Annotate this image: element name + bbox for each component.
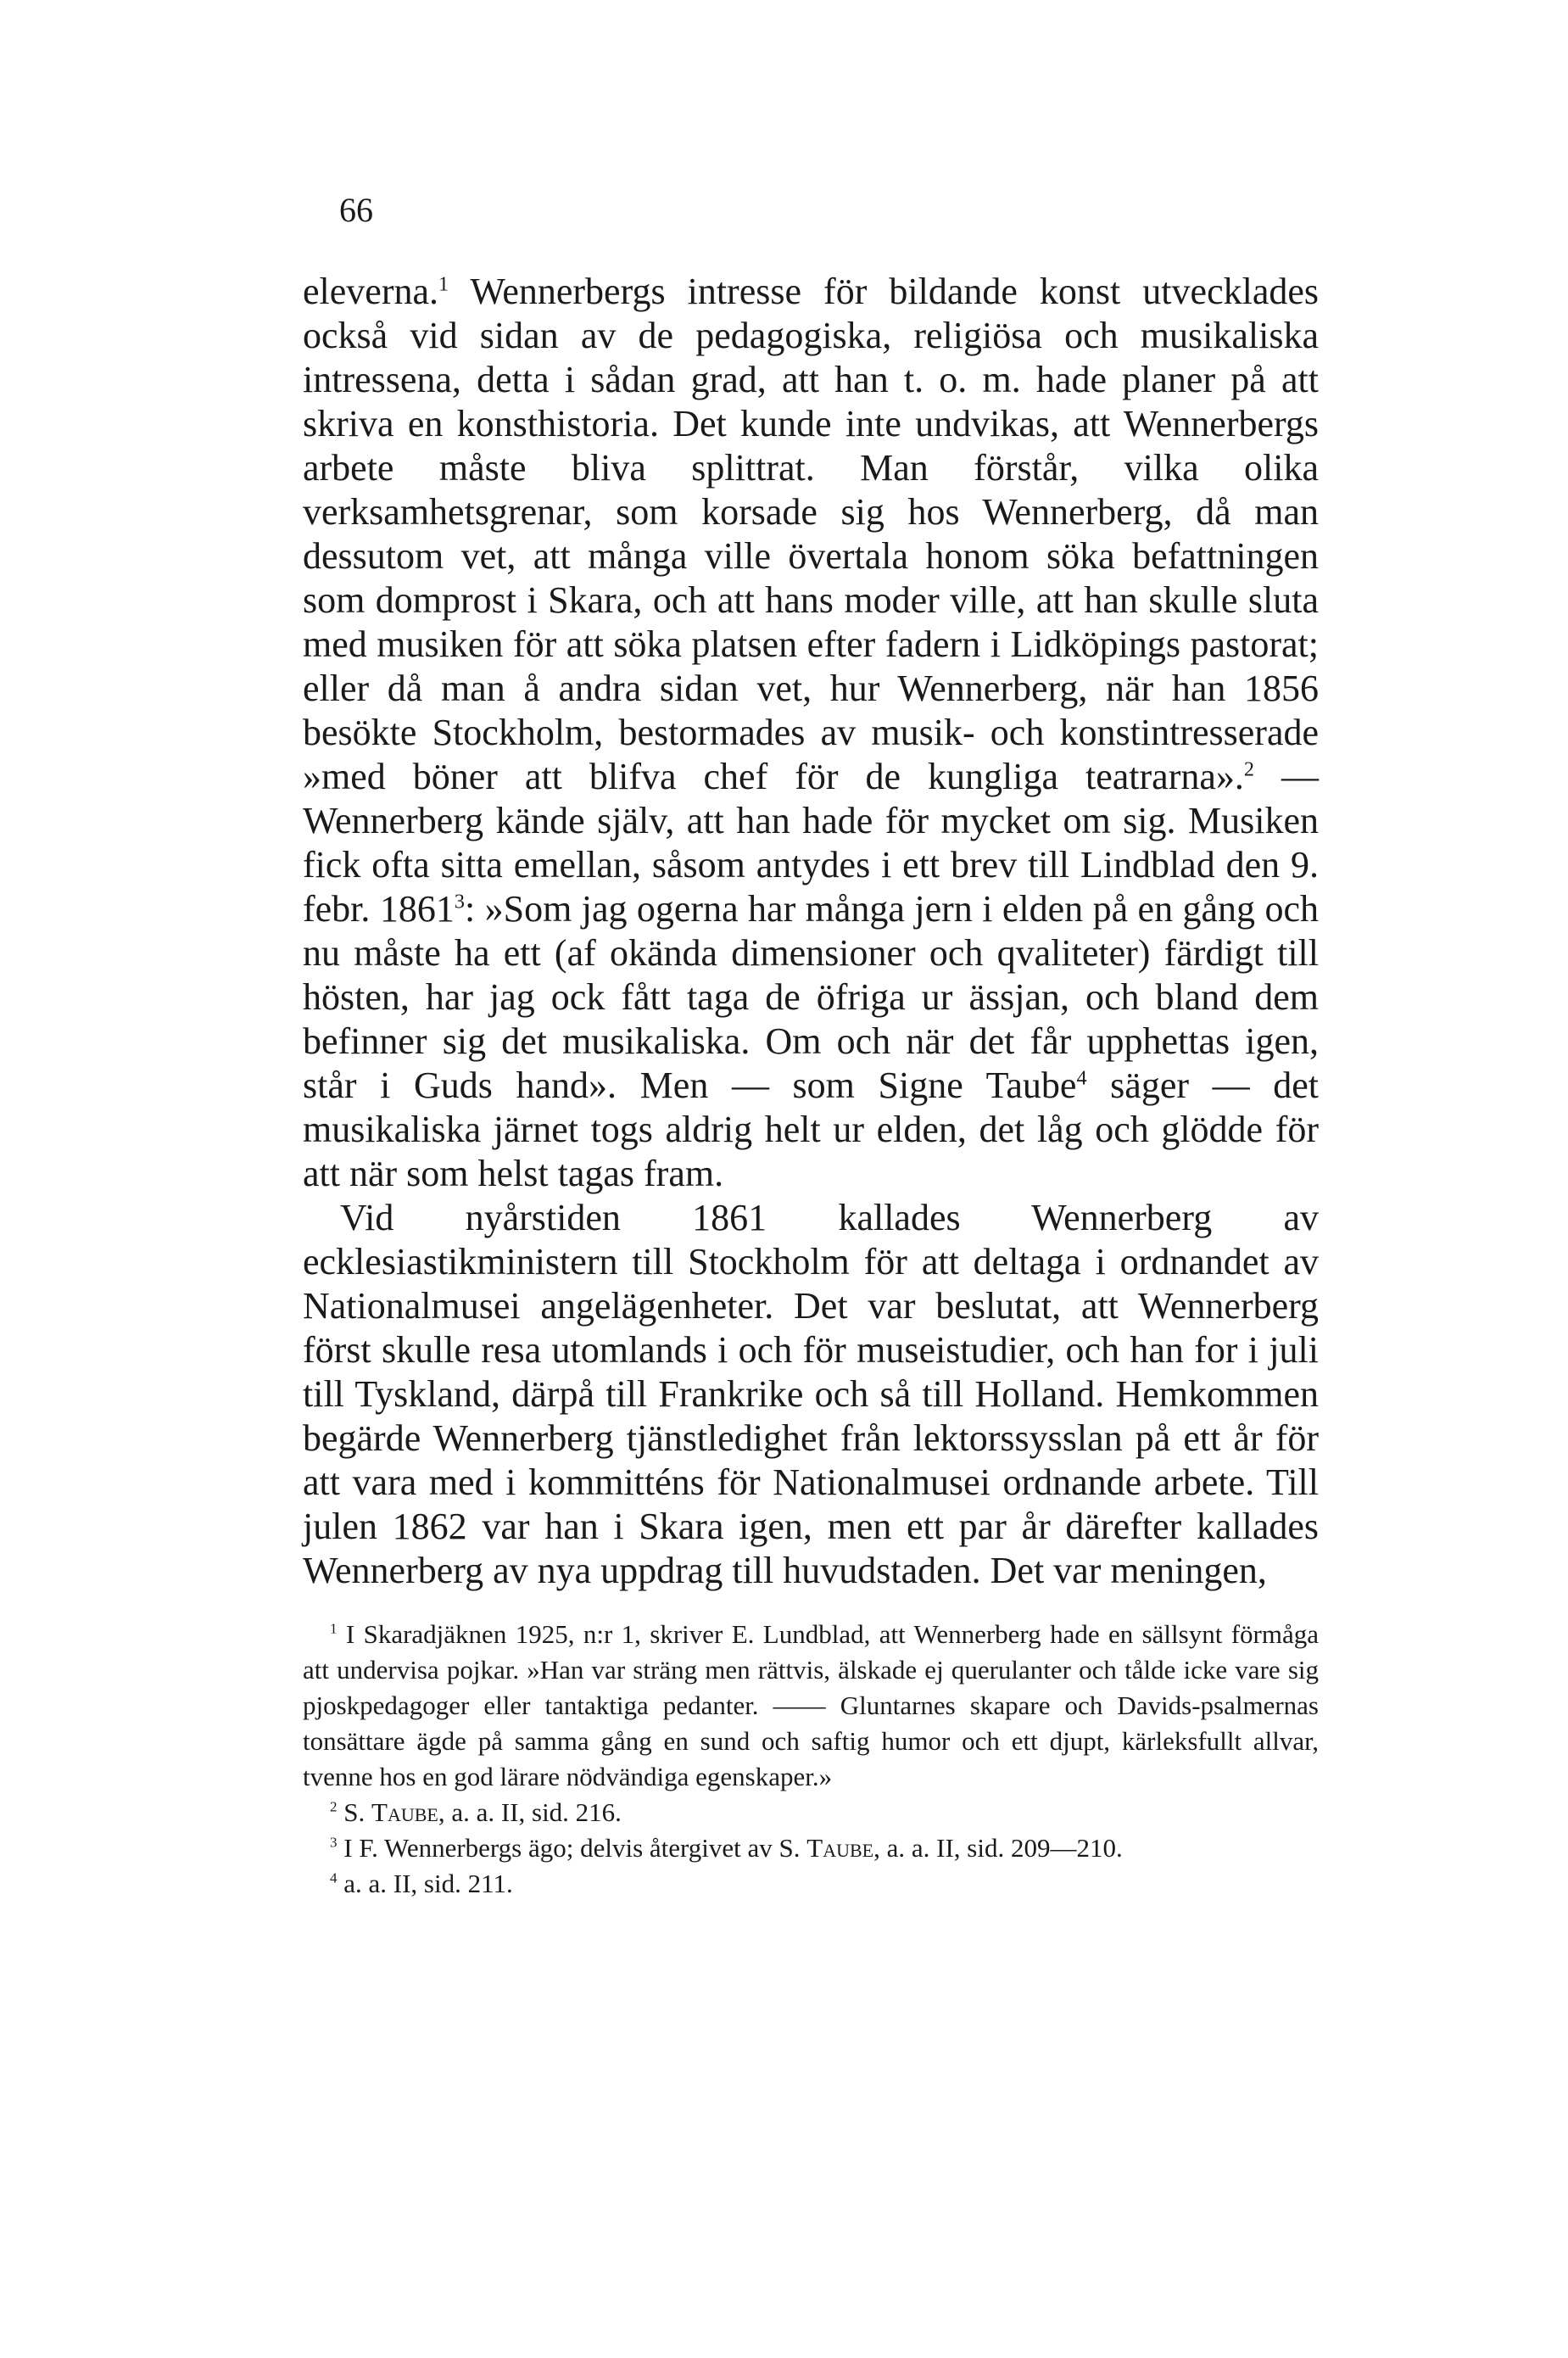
footnote-3 <box>303 1830 1319 1866</box>
footnote-ref-1: 1 <box>438 272 449 296</box>
paragraph-1 <box>303 270 1319 1196</box>
body-text <box>303 270 1319 1593</box>
footnote-text: , a. a. II, sid. 209—210. <box>873 1833 1123 1863</box>
text-run: Wennerbergs intresse för bildande konst utvecklades också vid sidan av de pedagogiska, religiösa och musikaliska intressena, detta i sådan grad, att han t. o. m. hade planer på att skriva en konsthistoria. Det kunde inte undvikas, att Wennerbergs arbete måste bliva splittrat. Man förstår, vilka olika verksamhetsgrenar, som korsade sig hos Wennerberg, då man dessutom vet, att många ville övertala honom söka befattningen som domprost i Skara, och att hans moder ville, att han skulle sluta med musiken för att söka platsen efter fadern i Lidköpings pastorat; eller då man å andra sidan vet, hur Wennerberg, när han 1856 besökte Stockholm, bestormades av musik- och konstintresserade »med böner att blifva chef för de kungliga teatrarna». <box>303 271 1319 797</box>
footnote-ref-4: 4 <box>1076 1066 1087 1090</box>
text-run: Vid nyårstiden 1861 kallades Wennerberg av ecklesiastikministern till Stockholm för att deltaga i ordnandet av Nationalmusei angelägenheter. Det var beslutat, att Wennerberg först skulle resa utomlands i och för museistudier, och han for i juli till Tyskland, därpå till Frankrike och så till Holland. Hemkommen begärde Wennerberg tjänstledighet från lektorssysslan på ett år för att vara med i kommitténs för Nationalmusei ordnande arbete. Till julen 1862 var han i Skara igen, men ett par år därefter kallades Wennerberg av nya uppdrag till huvudstaden. Det var meningen, <box>303 1197 1319 1591</box>
text-run: : »Som jag ogerna har många jern i elden på en gång och nu måste ha ett (af okända dimensioner och qvaliteter) färdigt till hösten, har jag ock fått taga de öfriga ur ässjan, och bland dem befinner sig det musikaliska. Om och när det får upphettas igen, står i Guds hand». Men — som Signe Taube <box>303 888 1319 1106</box>
footnote-marker: 3 <box>330 1834 338 1851</box>
footnote-marker: 1 <box>330 1620 338 1637</box>
page-number: 66 <box>339 191 373 229</box>
footnote-marker: 2 <box>330 1798 338 1815</box>
text-run: — Wennerberg kände själv, att han hade för mycket om sig. Musiken fick ofta sitta emellan, såsom antydes i ett brev till Lindblad den 9. febr. 1861 <box>303 756 1319 930</box>
footnote-text: I Skaradjäknen 1925, n:r 1, skriver E. Lundblad, att Wennerberg hade en sällsynt förmåga att undervisa pojkar. »Han var sträng men rättvis, älskade ej querulanter och tålde icke vare sig pjoskpedagoger eller tantaktiga pedanter. —— Gluntarnes skapare och Davids-psalmernas tonsättare ägde på samma gång en sund och saftig humor och ett djupt, kärleksfullt allvar, tvenne hos en god lärare nödvändiga egenskaper.» <box>303 1619 1319 1791</box>
footnote-ref-2: 2 <box>1243 757 1254 781</box>
footnote-text: I F. Wennerbergs ägo; delvis återgivet av S. <box>337 1833 807 1863</box>
footnote-marker: 4 <box>330 1869 338 1886</box>
footnotes <box>303 1617 1319 1902</box>
footnote-text: a. a. II, sid. 211. <box>337 1869 513 1898</box>
footnote-2 <box>303 1795 1319 1830</box>
footnote-text: , a. a. II, sid. 216. <box>438 1797 622 1827</box>
text-run: eleverna. <box>303 271 438 312</box>
footnote-4 <box>303 1866 1319 1902</box>
author-name: Taube <box>806 1833 874 1863</box>
footnote-1 <box>303 1617 1319 1795</box>
footnote-ref-3: 3 <box>454 890 465 914</box>
author-name: Taube <box>371 1797 438 1827</box>
paragraph-2 <box>303 1196 1319 1593</box>
text-run: säger — det musikaliska järnet togs aldrig helt ur elden, det låg och glödde för att när som helst tagas fram. <box>303 1064 1319 1194</box>
footnote-text: S. <box>337 1797 372 1827</box>
